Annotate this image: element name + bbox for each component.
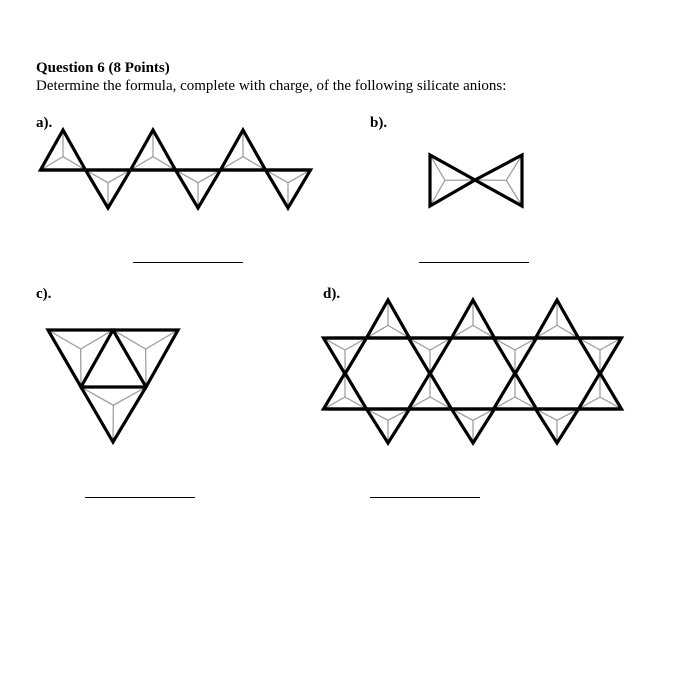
tetrahedron [475, 155, 522, 206]
tetrahedron [86, 170, 131, 208]
tetrahedron [430, 155, 475, 206]
tetrahedron [452, 300, 495, 338]
tetrahedron [579, 373, 622, 409]
tetrahedron [579, 338, 622, 374]
tetrahedron [324, 373, 367, 409]
part-b-label: b). [370, 115, 388, 131]
tetrahedron [367, 409, 410, 443]
part-d-label: d). [323, 286, 341, 302]
tetrahedron [266, 170, 311, 208]
tetrahedron [324, 338, 367, 374]
silicate-double-chain-diagram-d [324, 300, 622, 443]
question-title: Question 6 (8 Points) [36, 60, 170, 76]
tetrahedron [367, 300, 410, 338]
tetrahedron [131, 130, 176, 170]
tetrahedron [409, 338, 452, 374]
tetrahedron [494, 373, 537, 409]
tetrahedron [536, 300, 579, 338]
tetrahedron [113, 330, 178, 387]
tetrahedron [494, 338, 537, 374]
tetrahedron [536, 409, 579, 443]
silicate-chain-diagram-a [40, 130, 311, 208]
silicate-ring-diagram-c [48, 330, 178, 442]
tetrahedron [48, 330, 113, 387]
tetrahedron [221, 130, 266, 170]
tetrahedron [41, 130, 86, 170]
tetrahedron [409, 373, 452, 409]
tetrahedron [81, 387, 146, 442]
silicate-pair-diagram-b [430, 155, 522, 206]
question-prompt: Determine the formula, complete with charge, of the following silicate anions: [36, 78, 507, 94]
tetrahedron [452, 409, 495, 443]
part-c-label: c). [36, 286, 52, 302]
part-a-label: a). [36, 115, 53, 131]
tetrahedron [176, 170, 221, 208]
